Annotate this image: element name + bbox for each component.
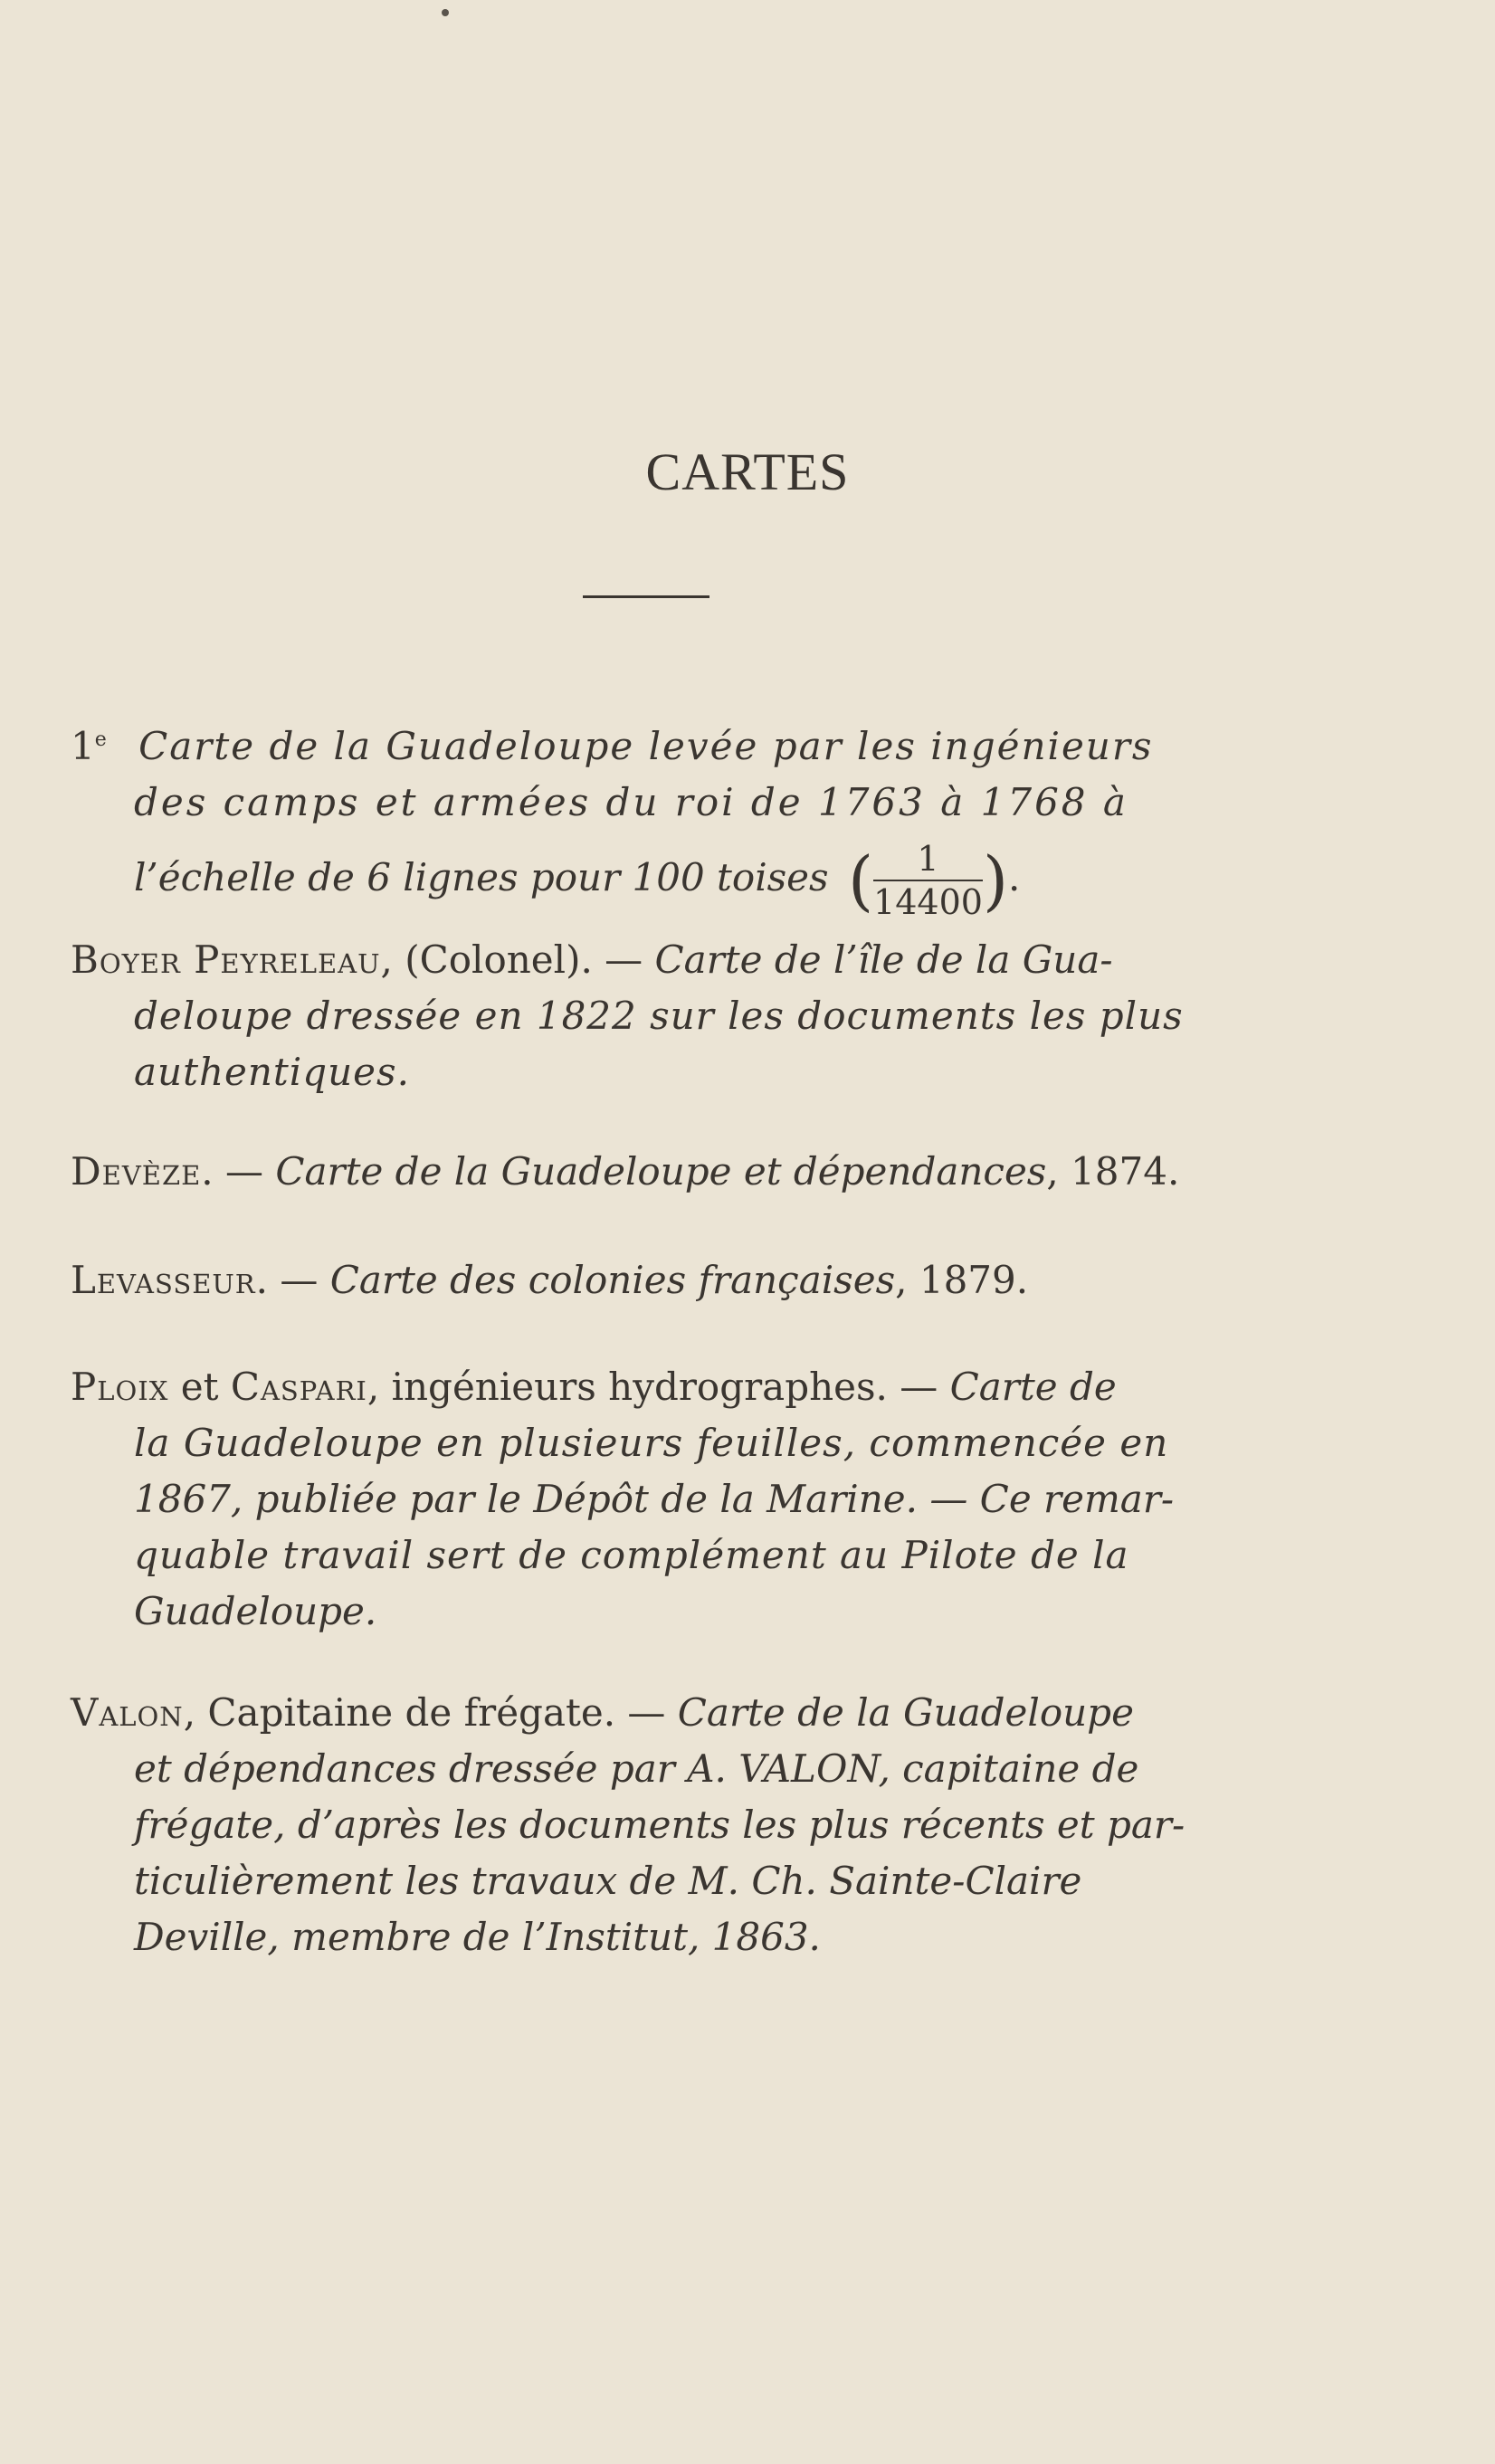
page-title: CARTES	[645, 442, 850, 501]
entry-title: Carte des colonies françaises	[329, 1258, 896, 1302]
entry-number: 1	[71, 724, 95, 768]
fraction-tail: .	[1008, 855, 1021, 899]
entry-line	[71, 1690, 1134, 1735]
entry-text: et dépendances dressée par A. VALON, capitaine de	[134, 1746, 1139, 1791]
entry-author: Valon	[71, 1690, 184, 1735]
entry-separator: . —	[255, 1258, 330, 1302]
entry-author: Devèze	[71, 1149, 202, 1194]
entry-line	[71, 937, 1113, 982]
entry-separator: . —	[201, 1149, 276, 1194]
entry-author: Boyer Peyreleau	[71, 937, 381, 982]
entry-author: Ploix	[71, 1365, 169, 1409]
left-paren: (	[847, 842, 874, 918]
entry-qualifier: , ingénieurs hydrographes. —	[367, 1365, 950, 1409]
entry-text: authentiques.	[134, 1050, 410, 1094]
entry-conjunction: et	[168, 1365, 231, 1409]
entry-title: Carte de la Guadeloupe et dépendances	[275, 1149, 1047, 1194]
ink-speck	[442, 9, 449, 16]
entry-line	[71, 724, 1153, 768]
entry-text: des camps et armées du roi de 1763 à 1768 à	[134, 780, 1128, 824]
entry-text: frégate, d’après les documents les plus récents et par-	[134, 1803, 1186, 1847]
entry-title: Carte de l’île de la Gua-	[654, 937, 1113, 982]
entry-text: deloupe dressée en 1822 sur les documents les plus	[134, 994, 1184, 1038]
entry-date: , 1874.	[1046, 1149, 1180, 1194]
scale-fraction	[847, 839, 1021, 922]
entry-date: , 1879.	[895, 1258, 1029, 1302]
entry-number-suffix: e	[94, 728, 107, 751]
entry-text: quable travail sert de complément au Pilote de la	[134, 1533, 1129, 1577]
entry-qualifier: , Capitaine de frégate. —	[183, 1690, 678, 1735]
entry-qualifier: , (Colonel). —	[380, 937, 655, 982]
entry-text: 1867, publiée par le Dépôt de la Marine. — Ce remar-	[134, 1477, 1175, 1521]
entry-text: Guadeloupe.	[134, 1589, 377, 1633]
entry-text: Carte de la Guadeloupe levée par les ingénieurs	[138, 724, 1154, 768]
entry-line	[71, 1258, 1028, 1302]
title-rule	[583, 595, 709, 598]
entry-author: Caspari	[230, 1365, 367, 1409]
right-paren: )	[982, 842, 1009, 918]
entry-title: Carte de la Guadeloupe	[677, 1690, 1134, 1735]
entry-text: l’échelle de 6 lignes pour 100 toises	[134, 855, 829, 899]
entry-text: la Guadeloupe en plusieurs feuilles, commencée en	[134, 1421, 1169, 1465]
fraction-denominator: 14400	[873, 882, 983, 922]
entry-line	[71, 1365, 1117, 1409]
entry-author: Levasseur	[71, 1258, 256, 1302]
entry-title: Carte de	[949, 1365, 1117, 1409]
entry-text: Deville, membre de l’Institut, 1863.	[134, 1915, 821, 1959]
entry-text: ticulièrement les travaux de M. Ch. Sainte-Claire	[134, 1859, 1082, 1903]
fraction-numerator: 1	[873, 842, 983, 881]
entry-line	[134, 839, 1021, 922]
entry-line	[71, 1149, 1179, 1194]
